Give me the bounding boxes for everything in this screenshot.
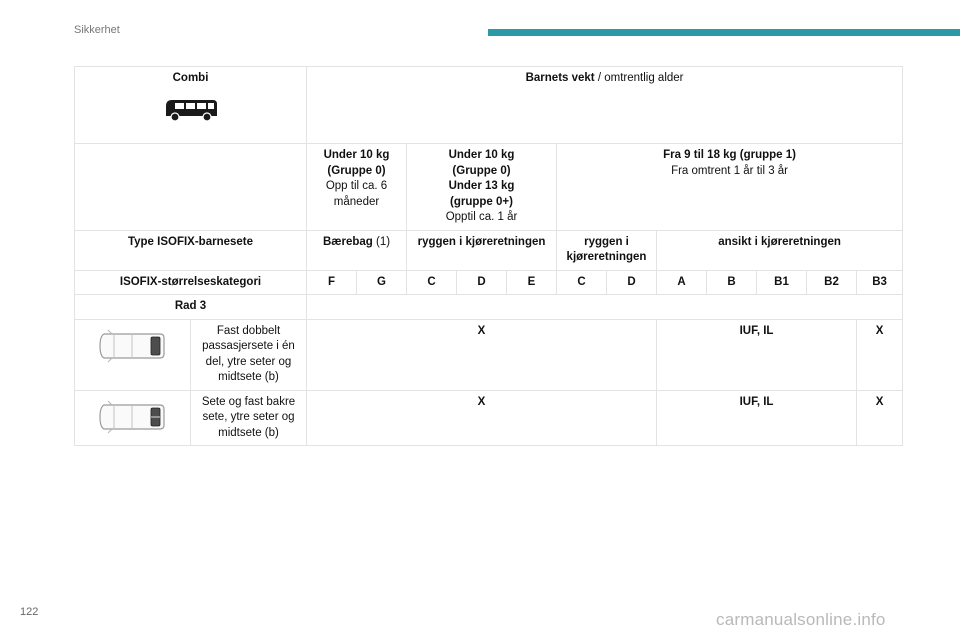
seat-layout-icon [98, 399, 168, 435]
size-class-b3: B3 [857, 270, 903, 295]
size-class-b: B [707, 270, 757, 295]
row-3-header [75, 295, 903, 320]
type-row [75, 230, 903, 270]
size-class-f: F [307, 270, 357, 295]
type-row-label: Type ISOFIX-barnesete [75, 230, 307, 270]
group-1-cell [557, 144, 903, 231]
section-title: Sikkerhet [74, 24, 120, 36]
seat-value-b3: X [857, 390, 903, 446]
size-class-row [75, 270, 903, 295]
group-0-line2: (Gruppe 0) [327, 164, 386, 177]
size-class-d-1: D [457, 270, 507, 295]
group-1-age: Fra omtrent 1 år til 3 år [671, 164, 789, 177]
size-class-b1: B1 [757, 270, 807, 295]
seat-icon-cell [75, 390, 191, 446]
isofix-table [74, 66, 903, 446]
seat-value-forward: IUF, IL [657, 390, 857, 446]
seat-description: Fast dobbelt passasjersete i én del, ytre seter og midtsete (b) [191, 319, 307, 390]
size-class-c-2: C [557, 270, 607, 295]
rear-facing-cell-2: ryggen i kjøreretningen [557, 230, 657, 270]
seat-value-rear: X [307, 390, 657, 446]
size-class-c-1: C [407, 270, 457, 295]
weight-header-bold: Barnets vekt [525, 72, 595, 84]
seat-value-forward: IUF, IL [657, 319, 857, 390]
table-row [75, 319, 903, 390]
weight-header-rest: / omtrentlig alder [597, 72, 684, 84]
group-0plus-line3: Under 13 kg [448, 180, 515, 193]
seat-description: Sete og fast bakre sete, ytre seter og midtsete (b) [191, 390, 307, 446]
group-0plus-line4: (gruppe 0+) [450, 195, 513, 208]
carrycot-label: Bærebag [322, 235, 373, 248]
group-0plus-line2: (Gruppe 0) [452, 164, 511, 177]
size-class-b2: B2 [807, 270, 857, 295]
table-row [75, 390, 903, 446]
header-accent-bar [488, 29, 960, 36]
seat-value-rear: X [307, 319, 657, 390]
header-row [75, 67, 903, 144]
group-0-cell [307, 144, 407, 231]
group-row [75, 144, 903, 231]
group-0plus-age: Opptil ca. 1 år [445, 211, 518, 224]
group-0plus-cell [407, 144, 557, 231]
rear-facing-cell-1: ryggen i kjøreretningen [407, 230, 557, 270]
weight-header-cell [307, 67, 903, 144]
row-3-empty [307, 295, 903, 320]
carrycot-ref: (1) [372, 235, 391, 248]
watermark: carmanualsonline.info [716, 610, 886, 629]
vehicle-cell [75, 67, 307, 144]
group-empty-cell [75, 144, 307, 231]
forward-facing-cell: ansikt i kjøreretningen [657, 230, 903, 270]
group-0-line1: Under 10 kg [323, 149, 390, 161]
group-1-line1: Fra 9 til 18 kg (gruppe 1) [663, 149, 796, 161]
group-0plus-line1: Under 10 kg [448, 149, 515, 161]
page-number: 122 [20, 606, 39, 618]
size-class-d-2: D [607, 270, 657, 295]
size-class-g: G [357, 270, 407, 295]
row-3-label: Rad 3 [75, 295, 307, 320]
seat-layout-icon [98, 328, 168, 364]
carrycot-cell [307, 230, 407, 270]
seat-value-b3: X [857, 319, 903, 390]
size-class-e: E [507, 270, 557, 295]
vehicle-label: Combi [172, 72, 209, 84]
van-silhouette-icon [163, 97, 219, 123]
size-class-a: A [657, 270, 707, 295]
size-class-label: ISOFIX-størrelseskategori [75, 270, 307, 295]
group-0-age: Opp til ca. 6 måneder [325, 180, 388, 208]
seat-icon-cell [75, 319, 191, 390]
